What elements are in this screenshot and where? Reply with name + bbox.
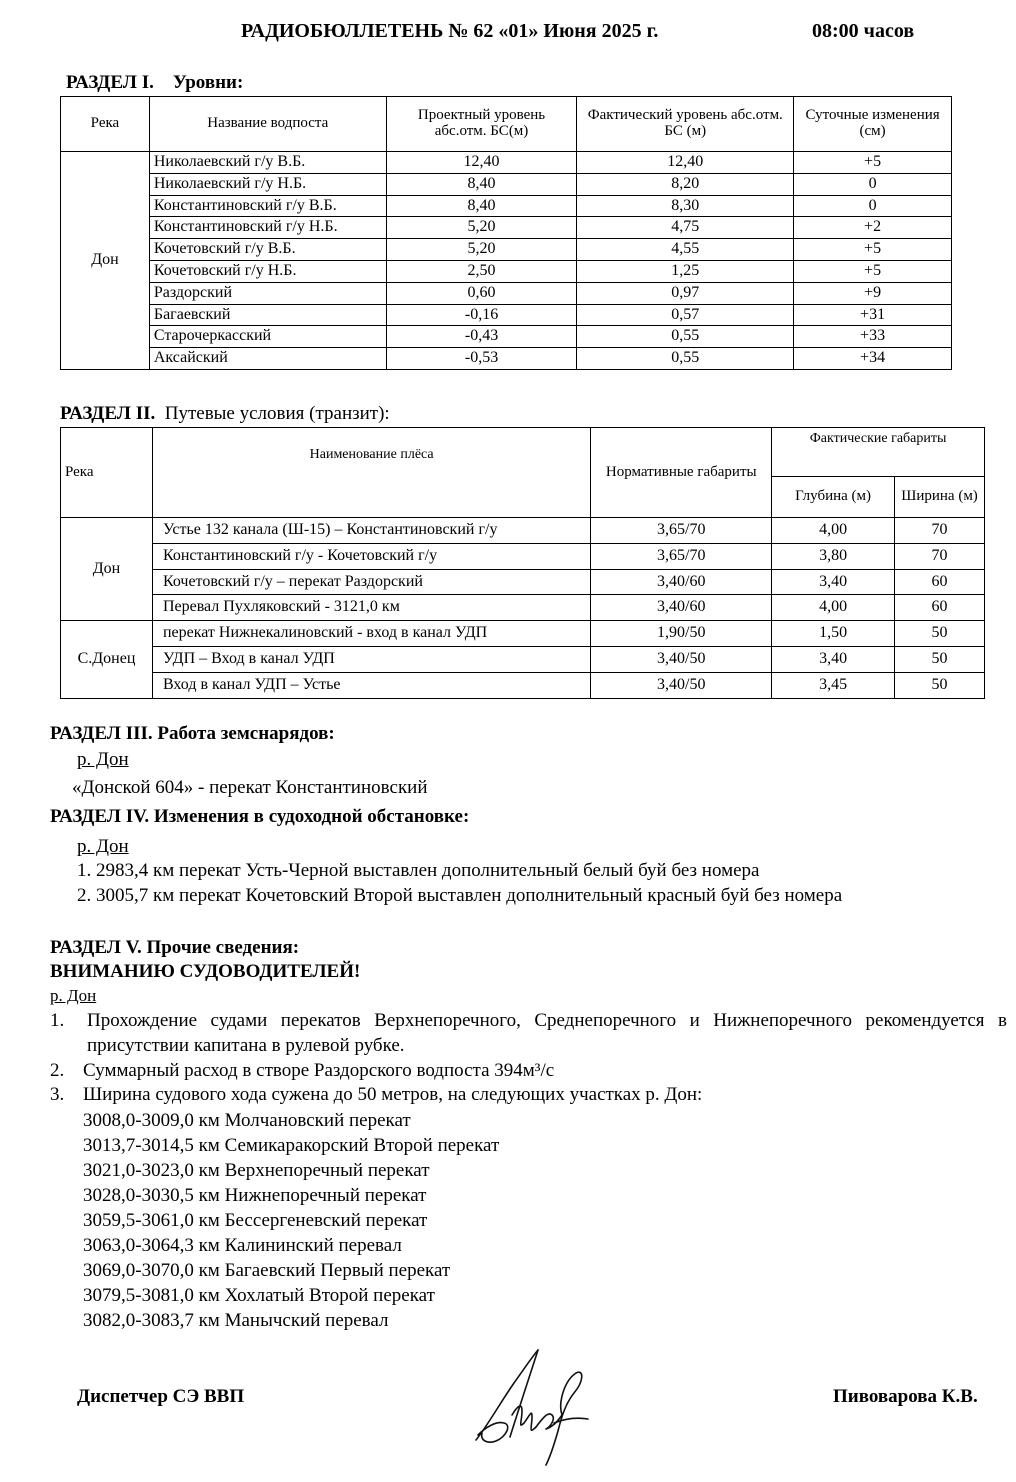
stretch-name: Константиновский г/у - Кочетовский г/у (152, 543, 590, 569)
section2-title-num: РАЗДЕЛ II. (60, 403, 156, 424)
station-name: Кочетовский г/у В.Б. (149, 239, 386, 261)
item3-number: 3. (50, 1084, 65, 1105)
actual-level: 0,55 (577, 348, 794, 370)
station-name: Константиновский г/у Н.Б. (149, 217, 386, 239)
item2-number: 2. (50, 1060, 65, 1081)
actual-depth: 4,00 (772, 595, 895, 621)
daily-change: +33 (794, 326, 952, 348)
table-row (61, 672, 985, 698)
bulletin-title: РАДИОБЮЛЛЕТЕНЬ № 62 «01» Июня 2025 г. (241, 20, 659, 42)
station-name: Николаевский г/у В.Б. (149, 152, 386, 174)
actual-width: 70 (895, 543, 985, 569)
actual-width: 60 (895, 569, 985, 595)
bulletin-time: 08:00 часов (812, 20, 915, 42)
section2-title (60, 403, 390, 425)
project-level: 5,20 (386, 217, 577, 239)
daily-change: +5 (794, 152, 952, 174)
section1-title-num: РАЗДЕЛ I. (66, 72, 154, 93)
transit-col-river: Река (61, 428, 153, 518)
table-row (61, 646, 985, 672)
section3-river: р. Дон (77, 749, 129, 770)
transit-table (60, 427, 985, 699)
table-row (61, 518, 985, 544)
section4-item-2: 2. 3005,7 км перекат Кочетовский Второй выставлен дополнительный красный буй без номера (77, 885, 843, 906)
daily-change: +5 (794, 239, 952, 261)
actual-width: 50 (895, 672, 985, 698)
project-level: 12,40 (386, 152, 577, 174)
normative-dims: 3,40/60 (591, 595, 772, 621)
table-row (61, 282, 952, 304)
actual-width: 60 (895, 595, 985, 621)
normative-dims: 1,90/50 (591, 621, 772, 647)
station-name: Николаевский г/у Н.Б. (149, 173, 386, 195)
transit-river-cell: Дон (61, 518, 153, 621)
item1-text: Прохождение судами перекатов Верхнепоречного, Среднепоречного и Нижнепоречного рекомендуется в присутствии капитана в рулевой рубке. (87, 1010, 1007, 1056)
section3-title: РАЗДЕЛ III. Работа земснарядов: (50, 723, 335, 744)
levels-col-project: Проектный уровень абс.отм. БС(м) (386, 97, 577, 152)
section1-title-text: Уровни: (172, 72, 244, 93)
section5-title: РАЗДЕЛ V. Прочие сведения: (50, 937, 300, 958)
list-item: 3082,0-3083,7 км Манычский перевал (83, 1310, 389, 1331)
project-level: 5,20 (386, 239, 577, 261)
levels-col-actual: Фактический уровень абс.отм. БС (м) (577, 97, 794, 152)
actual-depth: 3,45 (772, 672, 895, 698)
normative-dims: 3,40/50 (591, 672, 772, 698)
item1-number: 1. (50, 1010, 65, 1031)
section4-item-1: 1. 2983,4 км перекат Усть-Черной выставлен дополнительный белый буй без номера (77, 860, 760, 881)
actual-level: 0,97 (577, 282, 794, 304)
item2-text: Суммарный расход в створе Раздорского водпоста 394м³/с (83, 1060, 555, 1081)
table-row (61, 595, 985, 621)
levels-col-station: Название водпоста (149, 97, 386, 152)
actual-level: 0,55 (577, 326, 794, 348)
project-level: -0,53 (386, 348, 577, 370)
transit-header-row-1 (61, 428, 985, 477)
list-item: 3079,5-3081,0 км Хохлатый Второй перекат (83, 1285, 435, 1306)
transit-col-normative: Нормативные габариты (591, 428, 772, 518)
table-row (61, 569, 985, 595)
actual-level: 8,20 (577, 173, 794, 195)
daily-change: +2 (794, 217, 952, 239)
actual-level: 8,30 (577, 195, 794, 217)
actual-depth: 3,40 (772, 646, 895, 672)
actual-width: 50 (895, 621, 985, 647)
project-level: -0,16 (386, 304, 577, 326)
section2-title-text: Путевые условия (транзит): (164, 403, 390, 424)
actual-level: 0,57 (577, 304, 794, 326)
actual-level: 12,40 (577, 152, 794, 174)
actual-level: 4,55 (577, 239, 794, 261)
section5-river: р. Дон (50, 986, 97, 1005)
project-level: 8,40 (386, 173, 577, 195)
actual-depth: 3,80 (772, 543, 895, 569)
station-name: Кочетовский г/у Н.Б. (149, 260, 386, 282)
section3-dredger: «Донской 604» - перекат Константиновский (72, 777, 428, 798)
normative-dims: 3,40/50 (591, 646, 772, 672)
table-row (61, 217, 952, 239)
table-row (61, 304, 952, 326)
table-row (61, 326, 952, 348)
stretch-name: Кочетовский г/у – перекат Раздорский (152, 569, 590, 595)
item3-text: Ширина судового хода сужена до 50 метров, на следующих участках р. Дон: (83, 1084, 703, 1105)
levels-col-change: Суточные изменения (см) (794, 97, 952, 152)
stretch-name: Вход в канал УДП – Устье (152, 672, 590, 698)
normative-dims: 3,40/60 (591, 569, 772, 595)
levels-river-cell: Дон (61, 152, 150, 370)
normative-dims: 3,65/70 (591, 518, 772, 544)
actual-level: 4,75 (577, 217, 794, 239)
daily-change: +31 (794, 304, 952, 326)
transit-col-actual: Фактические габариты (772, 428, 985, 477)
actual-width: 70 (895, 518, 985, 544)
list-item: 3021,0-3023,0 км Верхнепоречный перекат (83, 1160, 430, 1181)
actual-depth: 3,40 (772, 569, 895, 595)
table-row (61, 239, 952, 261)
table-row (61, 152, 952, 174)
table-row (61, 195, 952, 217)
stretch-name: перекат Нижнекалиновский - вход в канал УДП (152, 621, 590, 647)
levels-header-row (61, 97, 952, 152)
daily-change: 0 (794, 173, 952, 195)
actual-depth: 1,50 (772, 621, 895, 647)
transit-col-name: Наименование плёса (152, 428, 590, 518)
table-row (61, 543, 985, 569)
dispatcher-position: Диспетчер СЭ ВВП (77, 1386, 245, 1407)
stretch-name: Перевал Пухляковский - 3121,0 км (152, 595, 590, 621)
actual-depth: 4,00 (772, 518, 895, 544)
daily-change: +34 (794, 348, 952, 370)
section4-title: РАЗДЕЛ IV. Изменения в судоходной обстановке: (50, 806, 470, 827)
station-name: Багаевский (149, 304, 386, 326)
station-name: Раздорский (149, 282, 386, 304)
actual-width: 50 (895, 646, 985, 672)
actual-level: 1,25 (577, 260, 794, 282)
list-item: 3013,7-3014,5 км Семикаракорский Второй перекат (83, 1135, 500, 1156)
levels-col-river: Река (61, 97, 150, 152)
project-level: -0,43 (386, 326, 577, 348)
transit-river-cell: С.Донец (61, 621, 153, 698)
daily-change: +5 (794, 260, 952, 282)
daily-change: +9 (794, 282, 952, 304)
table-row (61, 260, 952, 282)
daily-change: 0 (794, 195, 952, 217)
project-level: 2,50 (386, 260, 577, 282)
project-level: 8,40 (386, 195, 577, 217)
stretch-name: Устье 132 канала (Ш-15) – Константиновский г/у (152, 518, 590, 544)
project-level: 0,60 (386, 282, 577, 304)
station-name: Аксайский (149, 348, 386, 370)
levels-table (60, 96, 952, 370)
station-name: Константиновский г/у В.Б. (149, 195, 386, 217)
attention-heading: ВНИМАНИЮ СУДОВОДИТЕЛЕЙ! (50, 961, 361, 982)
list-item: 3059,5-3061,0 км Бессергеневский перекат (83, 1210, 428, 1231)
station-name: Старочеркасский (149, 326, 386, 348)
list-item: 3008,0-3009,0 км Молчановский перекат (83, 1110, 411, 1131)
table-row (61, 621, 985, 647)
stretch-name: УДП – Вход в канал УДП (152, 646, 590, 672)
normative-dims: 3,65/70 (591, 543, 772, 569)
section1-title (66, 72, 243, 94)
transit-col-width: Ширина (м) (895, 477, 985, 518)
list-item: 3069,0-3070,0 км Багаевский Первый перекат (83, 1260, 451, 1281)
transit-col-depth: Глубина (м) (772, 477, 895, 518)
table-row (61, 173, 952, 195)
list-item: 3028,0-3030,5 км Нижнепоречный перекат (83, 1185, 427, 1206)
section4-river: р. Дон (77, 836, 129, 857)
table-row (61, 348, 952, 370)
list-item: 3063,0-3064,3 км Калининский перевал (83, 1235, 402, 1256)
signature-icon (466, 1345, 596, 1470)
dispatcher-name: Пивоварова К.В. (833, 1386, 978, 1407)
